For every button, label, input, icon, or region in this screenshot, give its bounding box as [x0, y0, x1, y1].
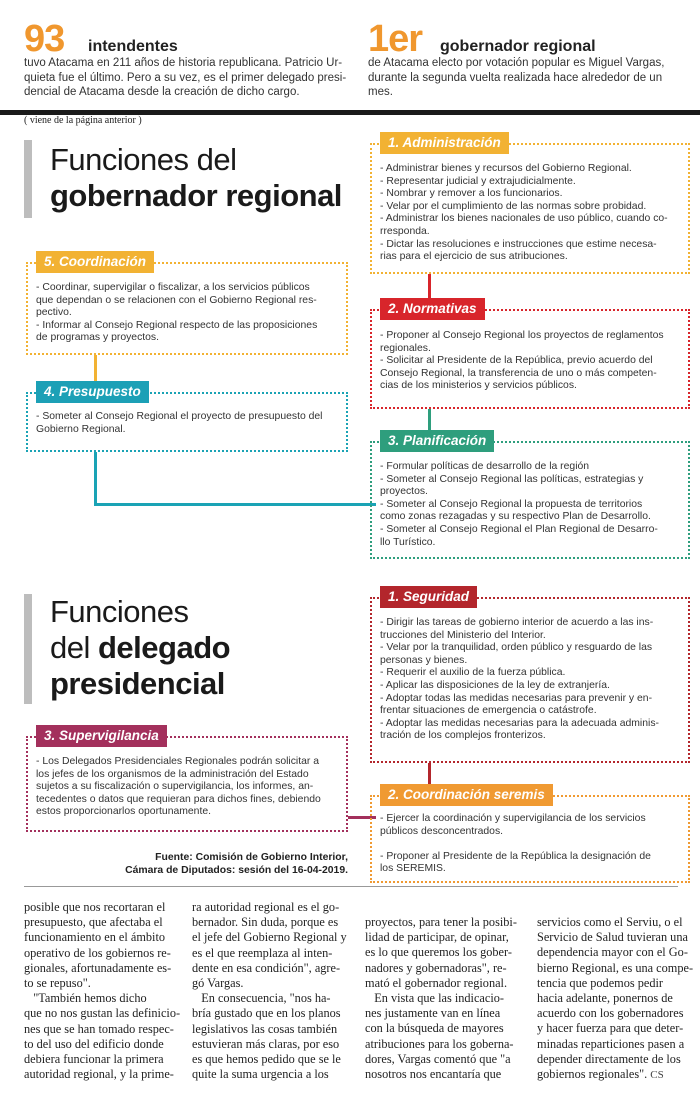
column-line: nes justamente van en línea	[365, 1006, 501, 1021]
box-line: tración de los complejos fronterizos.	[380, 730, 546, 742]
stat-number-gobernador: 1er	[368, 18, 423, 60]
column-line: es lo que queremos los gober-	[365, 945, 512, 960]
box-line: - Velar por el cumplimiento de las normas sobre probidad.	[380, 200, 647, 212]
stat-line: durante la segunda vuelta realizada hace alrededor de un	[368, 71, 663, 84]
connector-line	[94, 355, 97, 381]
tag-seguridad: 1. Seguridad	[380, 586, 477, 608]
column-line: minadas reparticiones pasen a	[537, 1036, 685, 1051]
box-line: rias para el ejercicio de sus atribuciones.	[380, 251, 568, 263]
stat-line: quieta fue el último. Pero a su vez, es el primer delegado presi-	[24, 71, 347, 84]
column-line: autoridad regional, y la prime-	[24, 1067, 174, 1082]
column-line: to se repuso".	[24, 976, 91, 991]
section-title-line: gobernador regional	[50, 178, 342, 213]
box-line: estos proporcionarlos oportunamente.	[36, 806, 212, 818]
box-line: públicos desconcentrados.	[380, 825, 504, 837]
section-title-light: del	[50, 630, 98, 665]
column-line: es el que reemplaza al inten-	[192, 945, 333, 960]
column-line: y hacer fuerza para que deter-	[537, 1021, 684, 1036]
connector-line	[94, 452, 97, 506]
section-title-line: presidencial	[50, 666, 225, 701]
box-line: los SEREMIS.	[380, 863, 446, 875]
column-line: bría gustado que en los planos	[192, 1006, 341, 1021]
column-line: depender directamente de los	[537, 1051, 681, 1066]
box-line: - Formular políticas de desarrollo de la región	[380, 461, 590, 472]
column-line: el jefe del Gobierno Regional y	[192, 930, 347, 945]
box-line: - Nombrar y remover a los funcionarios.	[380, 188, 563, 200]
column-line: dores, Vargas comentó que "a	[365, 1051, 511, 1066]
column-line: operativo de los gobiernos re-	[24, 945, 171, 960]
box-line: personas y bienes.	[380, 654, 468, 666]
article-column-2	[192, 900, 352, 1082]
box-line: - Adoptar las medidas necesarias para la adecuada adminis-	[380, 717, 659, 729]
stat-label-gobernador: gobernador regional	[440, 38, 596, 55]
column-line: con la búsqueda de mayores	[365, 1021, 504, 1036]
source-line: Cámara de Diputados: sesión del 16-04-2019.	[125, 865, 348, 876]
source-line: Fuente: Comisión de Gobierno Interior,	[155, 852, 348, 863]
column-line: acuerdo con los gobernadores	[537, 1006, 684, 1021]
box-line: sujetos a su fiscalización o supervigilancia, los informes, an-	[36, 781, 314, 793]
box-line: - Ejercer la coordinación y supervigilancia de los servicios	[380, 813, 646, 824]
stat-line: de Atacama electo por votación popular es Miguel Vargas,	[368, 57, 665, 69]
section-title-line: Funciones	[50, 594, 189, 629]
column-line: nes que se han tomado respec-	[24, 1021, 174, 1036]
box-text-supervigilancia	[36, 756, 344, 819]
column-line: quite la suma urgencia a los	[192, 1067, 329, 1082]
tag-administracion: 1. Administración	[380, 132, 509, 154]
box-line: - Coordinar, supervigilar o fiscalizar, a los servicios públicos	[36, 282, 310, 293]
column-line: Servicio de Salud tuvieran una	[537, 930, 688, 945]
column-line: es que hemos pedido que se le	[192, 1052, 341, 1067]
box-line: frentar situaciones de emergencia o catástrofe.	[380, 705, 597, 717]
column-line: to del uso del edificio donde	[24, 1036, 164, 1051]
section-title-gobernador	[50, 142, 342, 214]
section-title-bold: delegado	[97, 630, 231, 665]
section-title-bar	[24, 140, 32, 218]
stat-line: mes.	[368, 86, 393, 98]
box-line: los jefes de los organismos de la administración del Estado	[36, 768, 309, 780]
box-line: como zonas rezagadas y su respectivo Plan de Desarrollo.	[380, 511, 651, 523]
box-line: - Proponer al Presidente de la República la designación de	[380, 850, 651, 862]
box-line: - Administrar bienes y recursos del Gobierno Regional.	[380, 163, 632, 174]
box-line: que dependan o se relacionen con el Gobierno Regional res-	[36, 294, 317, 306]
continued-note: ( viene de la página anterior )	[24, 115, 142, 126]
column-line	[537, 1067, 695, 1083]
article-column-1	[24, 900, 180, 1082]
box-line: - Los Delegados Presidenciales Regionales podrán solicitar a	[36, 756, 320, 767]
box-text-coordinacion-seremis	[380, 813, 685, 876]
box-line: trucciones del Ministerio del Interior.	[380, 629, 546, 641]
box-line: - Someter al Consejo Regional el Plan Regional de Desarro-	[380, 523, 658, 535]
box-line: proyectos.	[380, 486, 428, 498]
tag-planificacion: 3. Planificación	[380, 430, 494, 452]
section-title-line	[50, 630, 230, 666]
box-line: - Proponer al Consejo Regional los proyectos de reglamentos	[380, 330, 664, 341]
column-line: proyectos, para tener la posibi-	[365, 915, 517, 929]
column-line: hacia adelante, ponernos de	[537, 991, 673, 1006]
box-text-administracion	[380, 163, 685, 264]
box-line: - Solicitar al Presidente de la República, previo acuerdo del	[380, 355, 653, 367]
box-line: llo Turístico.	[380, 536, 436, 548]
box-line: tecedentes o datos que requieran para dichos fines, debiendo	[36, 793, 321, 805]
tag-coordinacion: 5. Coordinación	[36, 251, 154, 273]
column-line: que no nos gustan las definicio-	[24, 1006, 181, 1021]
connector-line	[94, 503, 376, 506]
box-line: - Dirigir las tareas de gobierno interior de acuerdo a las ins-	[380, 617, 654, 628]
column-line: "También hemos dicho	[24, 991, 147, 1006]
box-text-seguridad	[380, 617, 685, 743]
box-line: - Someter al Consejo Regional la propuesta de territorios	[380, 498, 643, 510]
column-line: nosotros nos encantaría que	[365, 1067, 502, 1082]
box-line: - Informar al Consejo Regional respecto de las proposiciones	[36, 319, 318, 331]
column-line: En vista que las indicacio-	[365, 991, 504, 1006]
connector-line	[428, 763, 431, 785]
box-line: - Administrar los bienes nacionales de uso público, cuando co-	[380, 213, 668, 225]
box-text-planificacion	[380, 461, 685, 549]
tag-normativas: 2. Normativas	[380, 298, 485, 320]
stat-line: tuvo Atacama en 211 años de historia republicana. Patricio Ur-	[24, 57, 343, 69]
tag-presupuesto: 4. Presupuesto	[36, 381, 149, 403]
column-line: debiera funcionar la primera	[24, 1052, 164, 1067]
box-text-normativas	[380, 330, 685, 393]
box-line: cias de los ministerios y servicios públicos.	[380, 380, 577, 392]
box-line: - Adoptar todas las medidas necesarias para prevenir y en-	[380, 692, 653, 704]
box-line: - Someter al Consejo Regional las políticas, estrategias y	[380, 473, 644, 485]
end-mark-icon: CS	[650, 1069, 664, 1082]
box-text-coordinacion	[36, 282, 344, 345]
article-column-4	[537, 915, 695, 1083]
box-line: - Velar por la tranquilidad, orden público y resguardo de las	[380, 642, 653, 654]
box-line: Consejo Regional, la transferencia de uno o más competen-	[380, 367, 657, 379]
connector-line	[428, 274, 431, 298]
column-line: dente en esa condición", agre-	[192, 960, 341, 975]
column-line: gionales, afortunadamente es-	[24, 960, 172, 975]
box-line	[380, 838, 685, 851]
column-line: En consecuencia, "nos ha-	[192, 991, 331, 1006]
stat-line: dencial de Atacama desde la creación de dicho cargo.	[24, 86, 300, 98]
tag-coordinacion-seremis: 2. Coordinación seremis	[380, 784, 553, 806]
column-line: bierno Regional, es una compe-	[537, 960, 694, 975]
article-column-3	[365, 915, 525, 1082]
column-line: servicios como el Serviu, o el	[537, 915, 683, 929]
box-line: - Someter al Consejo Regional el proyecto de presupuesto del	[36, 411, 323, 422]
column-line: lidad de participar, de opinar,	[365, 930, 509, 945]
column-line: presupuesto, que afectaba el	[24, 915, 163, 930]
column-line: atribuciones para los goberna-	[365, 1036, 514, 1051]
bottom-divider	[24, 886, 678, 887]
section-title-line: Funciones del	[50, 142, 237, 177]
section-title-delegado	[50, 594, 230, 702]
box-line: - Aplicar las disposiciones de la ley de extranjería.	[380, 679, 610, 691]
stat-text-intendentes	[24, 56, 354, 100]
column-line: ra autoridad regional es el go-	[192, 900, 340, 914]
column-last-text: gobiernos regionales".	[537, 1067, 648, 1082]
column-line: gó Vargas.	[192, 976, 244, 991]
column-line: mató el gobernador regional.	[365, 975, 508, 990]
column-line: legislativos las cosas también	[192, 1021, 338, 1036]
column-line: posible que nos recortaran el	[24, 900, 166, 914]
column-line: estuvieran más claras, por eso	[192, 1036, 340, 1051]
box-line: - Requerir el auxilio de la fuerza pública.	[380, 667, 566, 679]
column-line: dependencia mayor con el Go-	[537, 945, 688, 960]
source-credit	[60, 851, 348, 877]
section-title-bar	[24, 594, 32, 704]
stat-label-intendentes: intendentes	[88, 38, 178, 55]
column-line: tencia que podemos pedir	[537, 975, 664, 990]
box-line: - Dictar las resoluciones e instrucciones que estime necesa-	[380, 238, 657, 250]
column-line: bernador. Sin duda, porque es	[192, 915, 339, 930]
box-line: de programas y proyectos.	[36, 332, 160, 344]
box-line: - Representar judicial y extrajudicialmente.	[380, 175, 576, 187]
box-line: pectivo.	[36, 307, 72, 319]
connector-line	[428, 409, 431, 431]
column-line: nadores y gobernadoras", re-	[365, 960, 507, 975]
column-line: funcionamiento en el ámbito	[24, 930, 166, 945]
stat-text-gobernador	[368, 56, 678, 100]
box-text-presupuesto	[36, 411, 344, 436]
box-line: regionales.	[380, 342, 431, 354]
box-line: rresponda.	[380, 225, 430, 237]
tag-supervigilancia: 3. Supervigilancia	[36, 725, 167, 747]
stat-number-intendentes: 93	[24, 18, 65, 60]
box-line: Gobierno Regional.	[36, 423, 126, 435]
